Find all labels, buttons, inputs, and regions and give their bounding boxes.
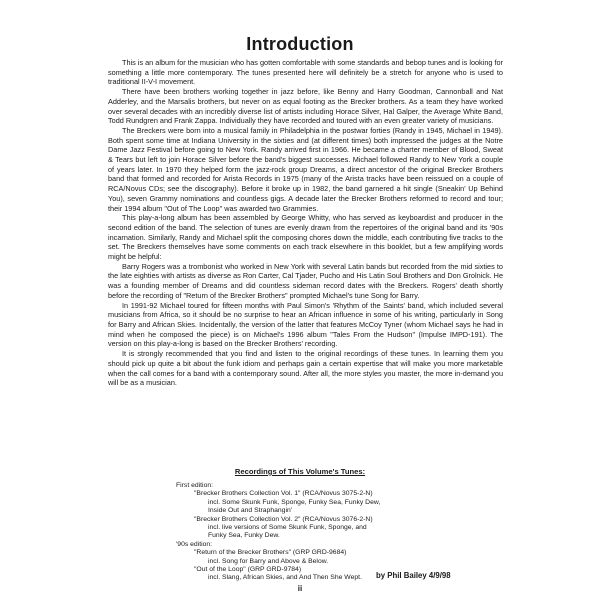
page-title: Introduction xyxy=(246,34,354,54)
recording-line: "Brecker Brothers Collection Vol. 1" (RCA/Novus 3075-2-N) xyxy=(194,490,373,498)
paragraph: The Breckers were born into a musical family in Philadelphia in the postwar forties (Randy in 1945, Michael in 1949). Both spent some time at Indiana University in the sixties and (at different times) both impressed the judges at the Notre Dame Jazz Festival before going to New York. Randy arrived first in 1966. He became a charter member of Blood, Sweat & Tears but left to join Horace Silver before the band's biggest successes. Michael followed Randy to New York a couple of years later. In 1970 they helped form the jazz-rock group Dreams, a direct ancestor of the original Brecker Brothers band that formed and recorded for Arista Records in 1975 (many of the Arista tracks have been reissued on a couple of RCA/Novus CDs; see the discography). Before it broke up in 1982, the band garnered a hit single (Sneakin' Up Behind You), seven Grammy nominations and countless gigs. A decade later the Brecker Brothers reformed to record and tour; their 1994 album "Out of The Loop" was awarded two Grammies. xyxy=(108,125,503,213)
paragraph: Barry Rogers was a trombonist who worked in New York with several Latin bands but recorded from the mid sixties to the late eighties with artists as diverse as Ron Carter, Cal Tjader, Pucho and His Latin Soul Brothers and Don Grolnick. He was a founding member of Dreams and did countless sideman record dates with the Breckers. Rogers' death shortly before the recording of "Return of the Brecker Brothers" prompted Michael's tune Song for Barry. xyxy=(108,261,503,300)
recording-line: Funky Sea, Funky Dew. xyxy=(208,532,280,540)
recording-line: '90s edition: xyxy=(176,540,213,548)
paragraph: This is an album for the musician who has gotten comfortable with some standards and bebop tunes and is looking for something a little more contemporary. The tunes presented here will definitely be a stretch for anyone who is used to traditional II-V-I movement. xyxy=(108,58,503,87)
recording-line: "Brecker Brothers Collection Vol. 2" (RCA/Novus 3076-2-N) xyxy=(194,515,373,523)
recording-line: Inside Out and Straphangin' xyxy=(208,507,293,515)
recording-line: First edition: xyxy=(176,482,214,489)
paragraph: This play-a-long album has been assembled by George Whitty, who has served as keyboardist and producer in the second edition of the band. The selection of tunes are evenly drawn from the repertoires of the original band and its '90s incarnation. Similarly, Randy and Michael split the composing chores down the middle, each contributing five tracks to the set. The Breckers themselves have some comments on each track elsewhere in this booklet, but a few amplifying words might be helpful: xyxy=(108,213,503,262)
author-signature: by Phil Bailey 4/9/98 xyxy=(376,571,451,580)
page-number: ii xyxy=(297,584,303,593)
recording-line: incl. Some Skunk Funk, Sponge, Funky Sea, Funky Dew, xyxy=(208,498,381,506)
recording-line: incl. Slang, African Skies, and And Then She Wept. xyxy=(208,574,362,582)
paragraph: In 1991-92 Michael toured for fifteen months with Paul Simon's 'Rhythm of the Saints' band, which included several musicians from Africa, so it should be no surprise to hear an African influence in some of his writing, particularly in Song for Barry and African Skies. Incidentally, the version of the latter that features McCoy Tyner (whom Michael says he had in mind when he composed the piece) is on Michael's 1996 album "Tales From the Hudson" (Impulse IMPD-191). The version on this play-a-long is based on the Brecker Brothers' recording. xyxy=(108,300,503,349)
paragraph: There have been brothers working together in jazz before, like Benny and Harry Goodman, Cannonball and Nat Adderley, and the Marsalis brothers, but never on as equal footing as the Brecker brothers. As a team they have worked over several decades with an incredibly diverse list of artists including Horace Silver, Hal Galper, the Average White Band, Todd Rundgren and Frank Zappa. Individually they have recorded and toured with an even greater variety of musicians. xyxy=(108,87,503,126)
recording-line: "Out of the Loop" (GRP GRD-9784) xyxy=(194,566,302,574)
introduction-body xyxy=(108,58,503,388)
paragraph: It is strongly recommended that you find and listen to the original recordings of these tunes. In learning them you should pick up quite a bit about the funk idiom and perhaps gain a certain expertise that will make you more marketable when the call comes for a band with a contemporary sound. After all, the more styles you master, the more in-demand you will be as a musician. xyxy=(108,349,503,388)
recordings-list xyxy=(176,482,436,583)
recording-line: "Return of the Brecker Brothers" (GRP GRD-9684) xyxy=(194,549,347,557)
recordings-title: Recordings of This Volume's Tunes: xyxy=(234,467,366,476)
recording-line: incl. live versions of Some Skunk Funk, Sponge, and xyxy=(208,524,367,532)
recording-line: incl. Song for Barry and Above & Below. xyxy=(208,557,329,565)
